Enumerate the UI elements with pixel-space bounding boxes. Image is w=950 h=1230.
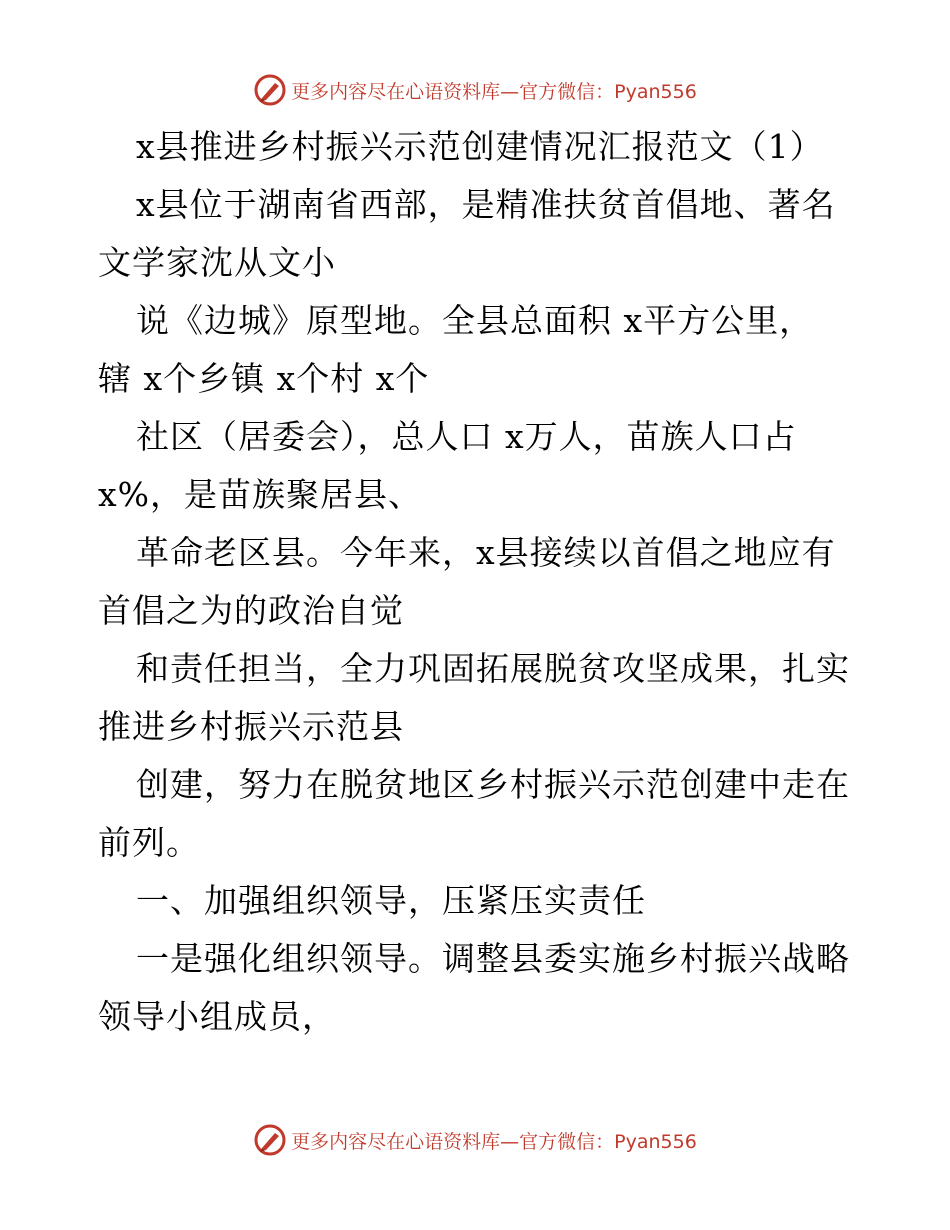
text-line: 领导小组成员， [98,997,336,1036]
text-line: 一、加强组织领导，压紧压实责任 [136,881,646,920]
text-line: 社区（居委会），总人口 x万人，苗族人口占 [136,417,797,456]
text-line: x%，是苗族聚居县、 [98,475,422,514]
text-line: 辖 x个乡镇 x个村 x个 [98,359,430,398]
text-line: 和责任担当，全力巩固拓展脱贫攻坚成果，扎实 [136,649,850,688]
text-line: x县位于湖南省西部，是精准扶贫首倡地、著名 [136,185,836,224]
pen-logo-icon [253,1123,287,1157]
text-line: 创建，努力在脱贫地区乡村振兴示范创建中走在 [136,765,850,804]
text-line: 首倡之为的政治自觉 [98,591,404,630]
text-line: 文学家沈从文小 [98,243,336,282]
text-line: 前列。 [98,823,200,862]
footer-banner [0,1120,950,1160]
banner-text: 更多内容尽在心语资料库—官方微信：Pyan556 [291,80,697,103]
text-line: x县推进乡村振兴示范创建情况汇报范文（1） [136,127,824,166]
text-line: 一是强化组织领导。调整县委实施乡村振兴战略 [136,939,850,978]
text-line: 革命老区县。今年来，x县接续以首倡之地应有 [136,533,836,572]
pen-logo-icon [253,73,287,107]
text-line: 说《边城》原型地。全县总面积 x平方公里， [136,301,814,340]
document-body [98,118,858,1046]
header-banner [0,70,950,110]
banner-text: 更多内容尽在心语资料库—官方微信：Pyan556 [291,1130,697,1153]
text-line: 推进乡村振兴示范县 [98,707,404,746]
